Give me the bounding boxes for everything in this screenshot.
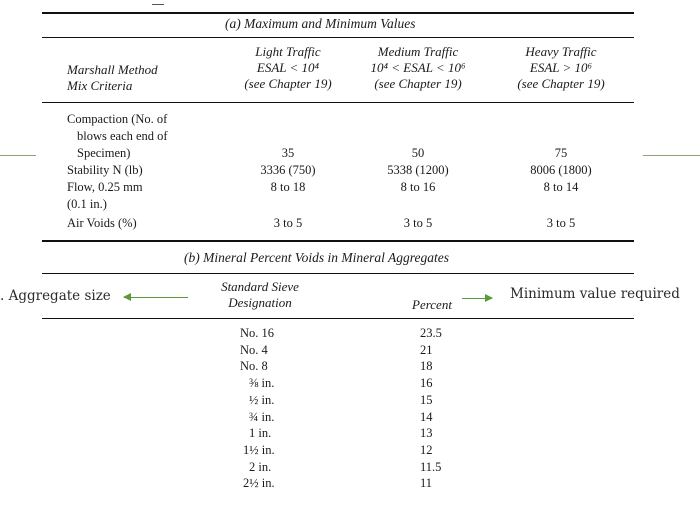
table-a-caption-rule bbox=[42, 37, 634, 38]
cell-light-flow: 8 to 18 bbox=[270, 180, 306, 194]
percent-cell: 21 bbox=[420, 342, 433, 357]
header-sieve-designation: Standard Sieve Designation bbox=[221, 279, 299, 310]
slide-line-right bbox=[643, 155, 700, 156]
percent-cell: 14 bbox=[420, 409, 433, 424]
right-arrow-icon bbox=[462, 298, 492, 299]
percent-cell: 13 bbox=[420, 426, 433, 441]
percent-cell: 18 bbox=[420, 359, 433, 374]
table-b-top-rule bbox=[42, 273, 634, 274]
percent-cell: 15 bbox=[420, 392, 433, 407]
cell-heavy-air-voids: 3 to 5 bbox=[546, 216, 576, 230]
slide-line-left bbox=[0, 155, 36, 156]
cell-medium-flow: 8 to 16 bbox=[400, 180, 436, 194]
table-a-caption: (a) Maximum and Minimum Values bbox=[225, 16, 416, 31]
sieve-cell: ⅜ in. bbox=[249, 376, 275, 391]
sieve-cell: No. 16 bbox=[240, 326, 275, 340]
percent-cell: 11 bbox=[420, 476, 433, 491]
header-heavy-traffic: Heavy Traffic ESAL > 10⁶ (see Chapter 19) bbox=[517, 44, 605, 91]
row-label-flow: Flow, 0.25 mm (0.1 in.) bbox=[67, 180, 143, 211]
left-arrow-icon bbox=[124, 297, 188, 298]
table-a-top-rule bbox=[42, 12, 634, 14]
cell-light-air-voids: 3 to 5 bbox=[273, 216, 303, 230]
sieve-cell: 1 in. bbox=[249, 426, 272, 441]
cell-light-stability: 3336 (750) bbox=[260, 163, 316, 177]
cell-medium-air-voids: 3 to 5 bbox=[403, 216, 433, 230]
percent-cell: 11.5 bbox=[420, 459, 442, 474]
percent-cell: 12 bbox=[420, 442, 433, 457]
header-percent: Percent bbox=[412, 297, 452, 312]
sieve-column bbox=[240, 325, 275, 492]
cell-heavy-flow: 8 to 14 bbox=[543, 180, 579, 194]
sieve-cell: ¾ in. bbox=[249, 409, 275, 424]
sieve-cell: 2½ in. bbox=[243, 476, 275, 491]
sieve-cell: 2 in. bbox=[249, 459, 272, 474]
cell-light-compaction: 35 bbox=[281, 146, 295, 160]
cell-medium-stability: 5338 (1200) bbox=[387, 163, 449, 177]
table-a-header-rule bbox=[42, 102, 634, 103]
annotation-aggregate-size: . Aggregate size bbox=[0, 288, 111, 304]
row-label-stability: Stability N (lb) bbox=[67, 163, 143, 177]
cell-medium-compaction: 50 bbox=[411, 146, 425, 160]
sieve-cell: 1½ in. bbox=[243, 442, 275, 457]
top-tick-mark bbox=[152, 4, 164, 5]
percent-cell: 16 bbox=[420, 376, 433, 391]
sieve-cell: No. 4 bbox=[240, 342, 268, 357]
table-b-caption: (b) Mineral Percent Voids in Mineral Aggregates bbox=[184, 250, 449, 265]
cell-heavy-stability: 8006 (1800) bbox=[530, 163, 592, 177]
cell-heavy-compaction: 75 bbox=[554, 146, 568, 160]
row-label-air-voids: Air Voids (%) bbox=[67, 216, 137, 230]
percent-column bbox=[420, 325, 442, 492]
header-medium-traffic: Medium Traffic 10⁴ < ESAL < 10⁶ (see Chapter 19) bbox=[370, 44, 466, 91]
sieve-cell: No. 8 bbox=[240, 359, 268, 374]
annotation-minimum-value: Minimum value required bbox=[510, 286, 680, 302]
row-label-compaction: Compaction (No. of blows each end of Specimen) bbox=[67, 112, 168, 160]
table-b-header-rule bbox=[42, 318, 634, 319]
percent-cell: 23.5 bbox=[420, 326, 442, 340]
table-a-bottom-rule bbox=[42, 240, 634, 242]
header-criteria: Marshall Method Mix Criteria bbox=[67, 62, 158, 93]
header-light-traffic: Light Traffic ESAL < 10⁴ (see Chapter 19) bbox=[244, 44, 332, 91]
sieve-cell: ½ in. bbox=[249, 392, 275, 407]
